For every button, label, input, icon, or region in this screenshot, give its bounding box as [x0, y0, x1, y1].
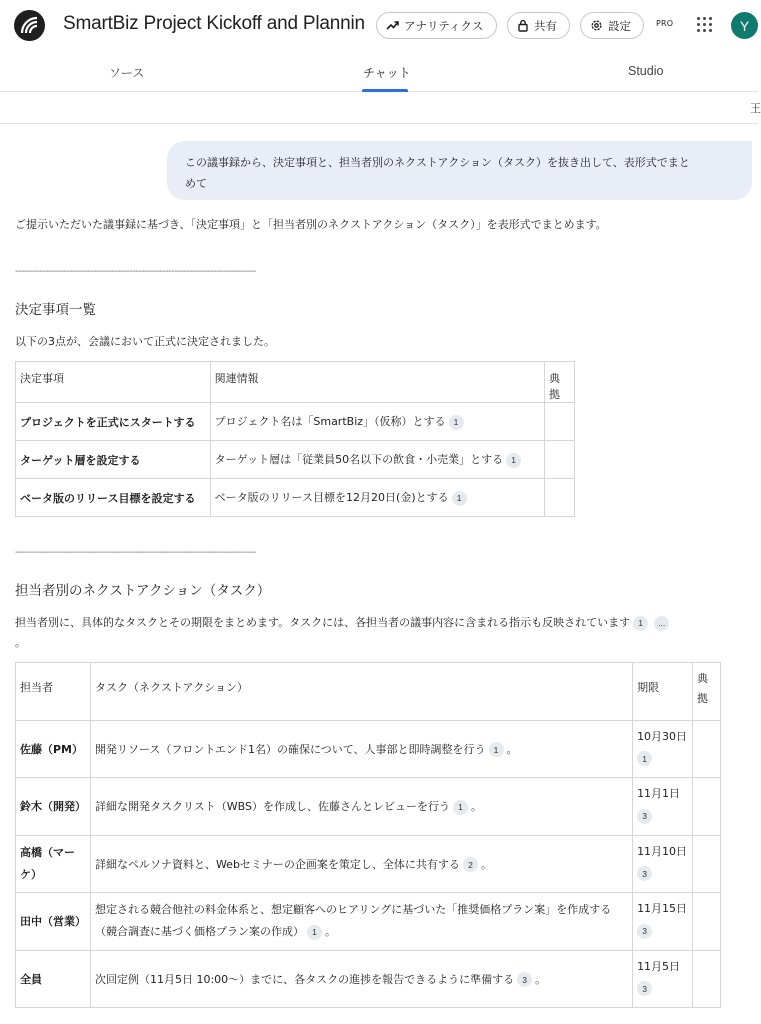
task-end: 。: [470, 800, 482, 813]
assignee: 高橋（マーケ）: [16, 835, 91, 893]
table-header-row: [16, 663, 721, 721]
top-bar: [0, 0, 758, 50]
lock-icon: [517, 19, 529, 32]
divider: --------------------------------------------------------------------------------: [15, 547, 256, 558]
source-cell: [545, 479, 575, 517]
tab-sources[interactable]: ソース: [109, 66, 145, 80]
decision-info-text: ターゲット層は「従業員50名以下の飲食・小売業」とする: [214, 453, 504, 467]
column-header: 決定事項: [16, 362, 211, 403]
task-end: 。: [535, 972, 547, 986]
task-text: 開発リソース（フロントエンド1名）の確保について、人事部と即時調整を行う: [94, 742, 486, 756]
share-button[interactable]: [507, 12, 570, 39]
user-message-line-2: めて: [185, 177, 207, 190]
settings-label: 設定: [608, 18, 631, 33]
main-tabs: [0, 52, 758, 92]
tab-studio[interactable]: Studio: [628, 64, 664, 78]
citation-chip[interactable]: 2: [463, 857, 478, 872]
section-description-actions: [15, 614, 672, 631]
citation-chip[interactable]: 1: [489, 742, 504, 757]
notebook-title[interactable]: SmartBiz Project Kickoff and Plannin: [63, 13, 365, 34]
section-heading-decisions: 決定事項一覧: [15, 302, 96, 318]
due-cell: [633, 835, 693, 893]
citation-chip[interactable]: 1: [449, 415, 464, 430]
task-text: 詳細なペルソナ資料と、Webセミナーの企画案を策定し、全体に共有する: [94, 857, 460, 871]
task-cell: [90, 950, 632, 1008]
decision-info: [210, 403, 544, 441]
table-row: [16, 950, 721, 1008]
source-cell: [545, 403, 575, 441]
citation-chip[interactable]: 1: [506, 453, 521, 468]
source-cell: [693, 893, 721, 951]
due-date: 10月30日: [637, 729, 688, 743]
decision-info-text: ベータ版のリリース目標を12月20日(金)とする: [214, 491, 449, 505]
table-row: [16, 778, 721, 836]
due-date: 11月15日: [637, 902, 688, 915]
task-end: 。: [324, 925, 336, 939]
source-cell: [693, 778, 721, 836]
task-cell: [90, 778, 632, 836]
apps-grid-icon[interactable]: [697, 17, 712, 32]
citation-chip[interactable]: 3: [637, 809, 652, 824]
settings-button[interactable]: [580, 12, 644, 39]
divider: --------------------------------------------------------------------------------: [15, 266, 256, 277]
task-end: 。: [506, 742, 518, 756]
task-text: 次回定例（11月5日 10:00～）までに、各タスクの進捗を報告できるように準備する: [94, 972, 515, 986]
assignee: 全員: [16, 950, 91, 1008]
decision-item: ターゲット層を設定する: [16, 441, 211, 479]
task-cell: [90, 835, 632, 893]
task-text: 想定される競合他社の料金体系と、想定顧客へのヒアリングに基づいた「推奨価格プラン案」を作成する（競合調査に基づく価格プラン案の作成）: [94, 903, 612, 939]
pro-badge: PRO: [656, 19, 674, 28]
table-row: [16, 835, 721, 893]
app-logo-icon[interactable]: [14, 10, 45, 41]
citation-chip[interactable]: 1: [637, 751, 652, 766]
column-header: タスク（ネクストアクション）: [90, 663, 632, 721]
source-cell: [693, 950, 721, 1008]
column-header: 典拠: [693, 663, 721, 721]
table-row: [16, 403, 575, 441]
table-row: [16, 479, 575, 517]
decision-info: [210, 479, 544, 517]
due-date: 11月1日: [637, 787, 681, 800]
section-description-decisions: 以下の3点が、会議において正式に決定されました。: [15, 335, 275, 348]
due-date: 11月5日: [637, 959, 681, 973]
due-date: 11月10日: [637, 844, 688, 858]
chat-toolbar: [0, 92, 761, 124]
toolbar-glyph[interactable]: 王: [750, 102, 761, 115]
citation-chip[interactable]: 3: [637, 924, 652, 939]
table-row: [16, 441, 575, 479]
assignee: 鈴木（開発）: [16, 778, 91, 836]
analytics-label: アナリティクス: [404, 18, 484, 33]
assignee: 田中（営業）: [16, 893, 91, 951]
decision-item: プロジェクトを正式にスタートする: [16, 403, 211, 441]
section-description-text: 担当者別に、具体的なタスクとその期限をまとめます。タスクには、各担当者の議事内容に含まれる指示も反映されています: [15, 616, 631, 629]
share-label: 共有: [534, 18, 557, 33]
citation-chip[interactable]: 3: [637, 981, 652, 996]
citation-chip[interactable]: 1: [453, 800, 468, 815]
due-cell: [633, 893, 693, 951]
section-heading-actions: 担当者別のネクストアクション（タスク）: [15, 583, 271, 599]
source-cell: [545, 441, 575, 479]
decision-info: [210, 441, 544, 479]
gear-icon: [590, 19, 603, 32]
decision-info-text: プロジェクト名は「SmartBiz」（仮称）とする: [214, 415, 446, 429]
task-cell: [90, 893, 632, 951]
column-header: 期限: [633, 663, 693, 721]
avatar[interactable]: Y: [731, 12, 758, 39]
column-header: 典拠: [545, 362, 575, 403]
due-cell: [633, 778, 693, 836]
source-cell: [693, 835, 721, 893]
citation-chip[interactable]: 1: [452, 491, 467, 506]
response-intro: ご提示いただいた議事録に基づき、「決定事項」と「担当者別のネクストアクション（タスク）」を表形式でまとめます。: [15, 218, 607, 231]
citation-chip[interactable]: 3: [517, 972, 532, 987]
column-header: 関連情報: [210, 362, 544, 403]
more-citations-chip[interactable]: ...: [654, 616, 669, 631]
source-cell: [693, 720, 721, 778]
due-cell: [633, 950, 693, 1008]
analytics-button[interactable]: [376, 12, 497, 39]
citation-chip[interactable]: 1: [633, 616, 648, 631]
user-message: [167, 141, 752, 200]
decisions-table: [15, 361, 575, 517]
user-message-line-1: この議事録から、決定事項と、担当者別のネクストアクション（タスク）を抜き出して、表形式でまと: [185, 156, 690, 169]
table-row: [16, 720, 721, 778]
task-cell: [90, 720, 632, 778]
task-text: 詳細な開発タスクリスト（WBS）を作成し、佐藤さんとレビューを行う: [94, 800, 450, 813]
citation-chip[interactable]: 1: [307, 925, 322, 940]
due-cell: [633, 720, 693, 778]
decision-item: ベータ版のリリース目標を設定する: [16, 479, 211, 517]
citation-chip[interactable]: 3: [637, 866, 652, 881]
table-row: [16, 893, 721, 951]
tab-chat[interactable]: チャット: [363, 66, 411, 80]
trending-up-icon: [386, 19, 399, 32]
assignee: 佐藤（PM）: [16, 720, 91, 778]
section-description-end: 。: [15, 636, 26, 649]
table-header-row: [16, 362, 575, 403]
actions-table: [15, 662, 721, 1008]
task-end: 。: [480, 857, 492, 871]
column-header: 担当者: [16, 663, 91, 721]
